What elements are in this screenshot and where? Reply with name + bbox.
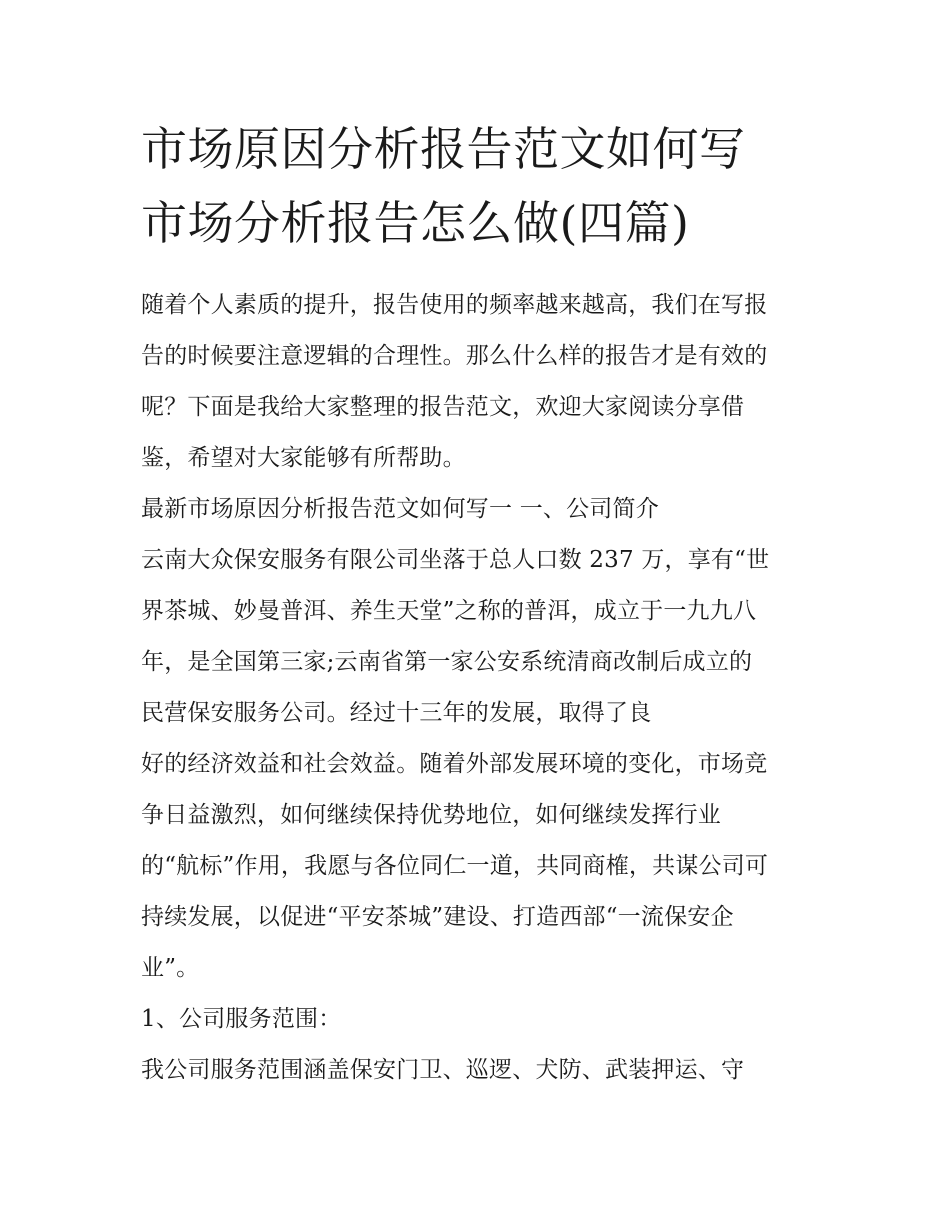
body-line: 随着个人素质的提升，报告使用的频率越来越高，我们在写报 — [141, 292, 768, 318]
body-line: 告的时候要注意逻辑的合理性。那么什么样的报告才是有效的 — [141, 343, 768, 369]
document-title — [141, 112, 831, 260]
body-line: 业”。 — [141, 955, 200, 981]
body-line: 鉴，希望对大家能够有所帮助。 — [141, 445, 466, 471]
subsection-heading-line: 1、公司服务范围： — [141, 1006, 342, 1032]
section-heading-line: 最新市场原因分析报告范文如何写一 一、公司简介 — [141, 496, 659, 522]
body-line: 我公司服务范围涵盖保安门卫、巡逻、犬防、武装押运、守 — [141, 1057, 745, 1083]
title-line: 市场原因分析报告范文如何写 — [141, 122, 746, 176]
body-line: 云南大众保安服务有限公司坐落于总人口数 237 万，享有“世 — [141, 547, 770, 573]
title-line: 市场分析报告怎么做(四篇) — [141, 196, 690, 250]
body-line: 界茶城、妙曼普洱、养生天堂”之称的普洱，成立于一九九八 — [141, 598, 757, 624]
body-line: 民营保安服务公司。经过十三年的发展，取得了良 — [141, 700, 652, 726]
body-line: 年，是全国第三家;云南省第一家公安系统清商改制后成立的 — [141, 649, 753, 675]
body-line: 争日益激烈，如何继续保持优势地位，如何继续发挥行业 — [141, 802, 721, 828]
body-line: 好的经济效益和社会效益。随着外部发展环境的变化，市场竞 — [141, 751, 768, 777]
body-line: 的“航标”作用，我愿与各位同仁一道，共同商榷，共谋公司可 — [141, 853, 769, 879]
body-line: 持续发展，以促进“平安茶城”建设、打造西部“一流保安企 — [141, 904, 734, 930]
body-line: 呢？下面是我给大家整理的报告范文，欢迎大家阅读分享借 — [141, 394, 745, 420]
document-body — [141, 280, 831, 1096]
